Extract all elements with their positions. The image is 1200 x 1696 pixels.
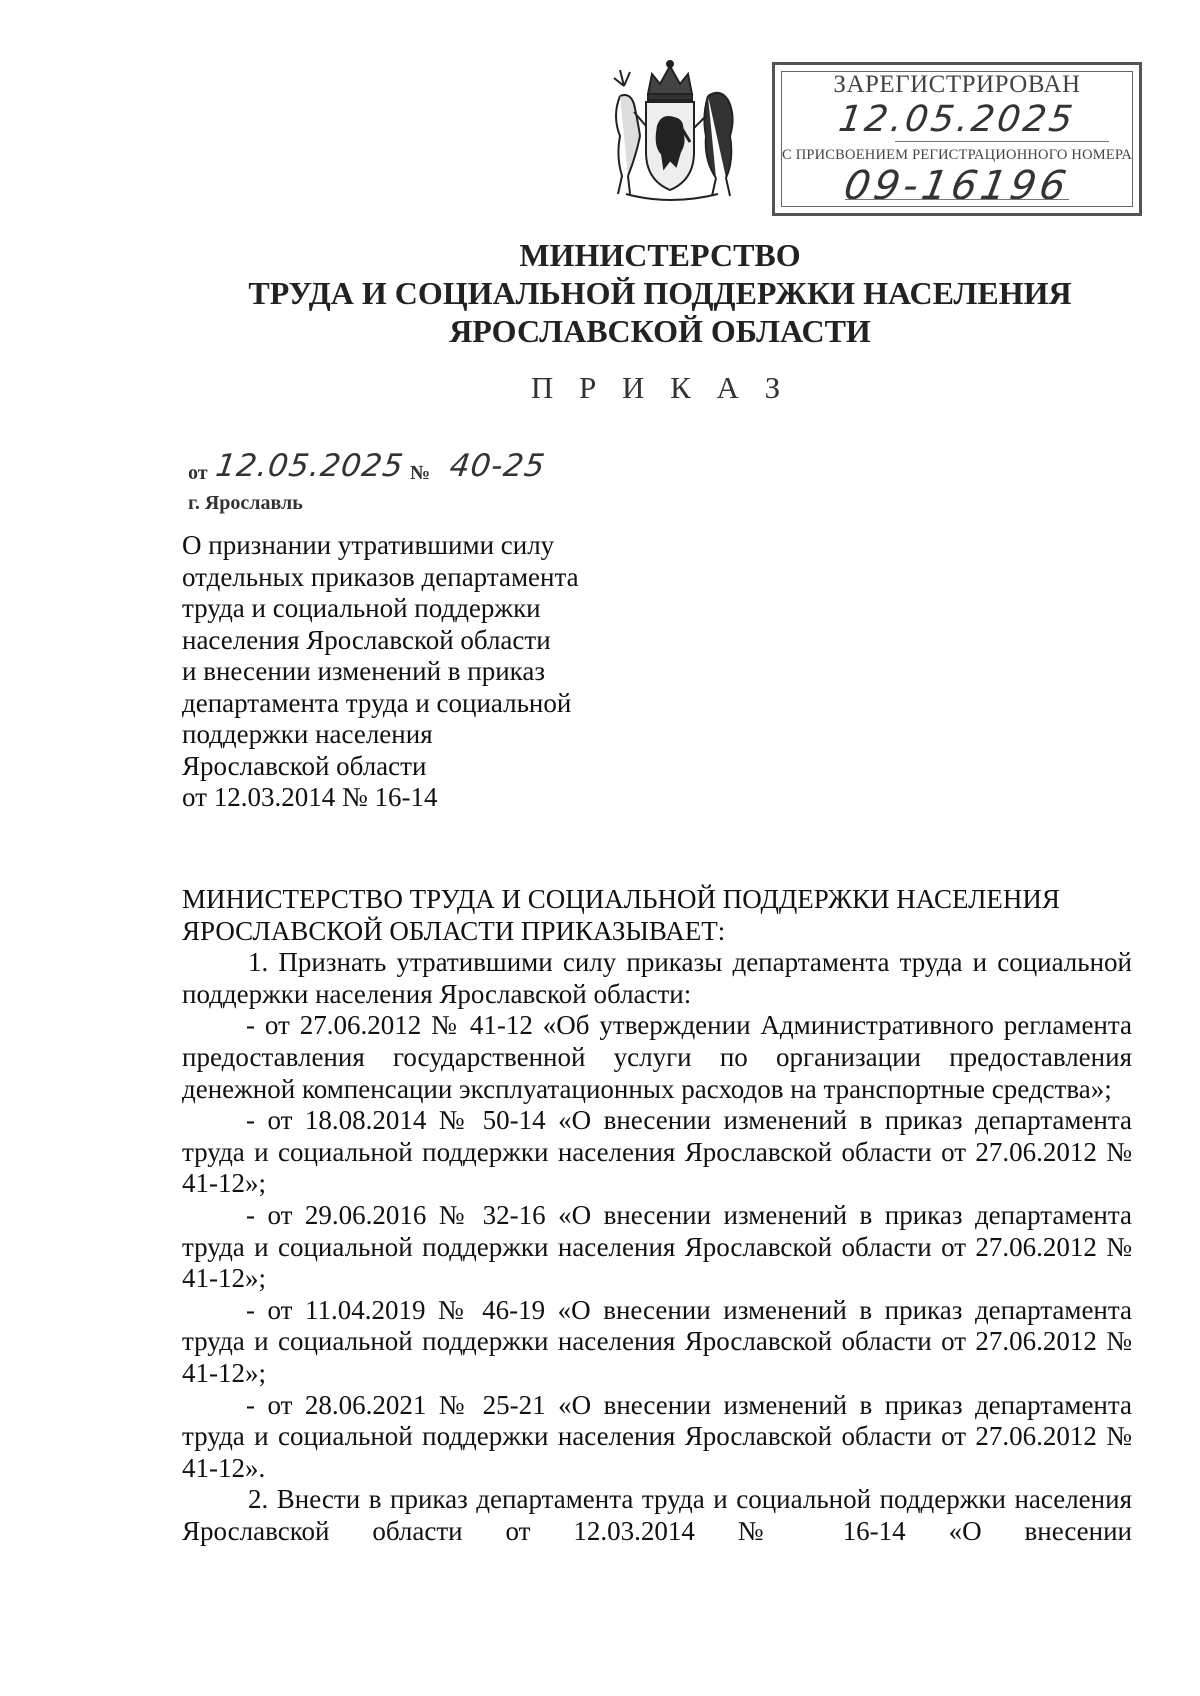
stamp-subtitle: С ПРИСВОЕНИЕМ РЕГИСТРАЦИОННОГО НОМЕРА <box>782 147 1132 163</box>
list-item: - от 27.06.2012 № 41-12 «Об утверждении Административного регламента предоставления государственной услуги по организации предоставления денежной компенсации эксплуатационных расходов на транспортные средства»; <box>182 1010 1132 1104</box>
order-date: 12.05.2025 <box>213 448 407 484</box>
stamp-divider <box>845 199 1069 200</box>
stamp-registration-number: 09-16196 <box>840 163 1074 209</box>
list-item: - от 28.06.2021 № 25-21 «О внесении изменений в приказ департамента труда и социальной поддержки населения Ярославской области от 27.06.2012 № 41-12». <box>182 1389 1132 1483</box>
body-heading-line-2: ЯРОСЛАВСКОЙ ОБЛАСТИ ПРИКАЗЫВАЕТ: <box>182 915 726 946</box>
ministry-title-line-2: ТРУДА И СОЦИАЛЬНОЙ ПОДДЕРЖКИ НАСЕЛЕНИЯ <box>248 275 1072 311</box>
subject-line: поддержки населения <box>182 719 433 749</box>
subject-line: О признании утратившими силу <box>182 530 555 560</box>
ministry-title-line-3: ЯРОСЛАВСКОЙ ОБЛАСТИ <box>449 313 871 349</box>
subject-line: департамента труда и социальной <box>182 687 572 718</box>
subject-line: отдельных приказов департамента <box>182 561 579 592</box>
order-body <box>182 884 1132 1547</box>
stamp-date: 12.05.2025 <box>836 99 1078 140</box>
body-heading-line-1: МИНИСТЕРСТВО ТРУДА И СОЦИАЛЬНОЙ ПОДДЕРЖКИ НАСЕЛЕНИЯ <box>182 884 1060 914</box>
yaroslavl-coat-of-arms-icon <box>590 56 750 206</box>
paragraph-1: 1. Признать утратившими силу приказы департамента труда и социальной поддержки населения Ярославской области: <box>182 947 1132 1009</box>
registration-stamp <box>772 62 1142 216</box>
order-city: г. Ярославль <box>188 492 303 514</box>
paragraph-2: 2. Внести в приказ департамента труда и социальной поддержки населения Ярославской области от 12.03.2014 № 16-14 «О внесении <box>182 1484 1132 1546</box>
subject-line: Ярославской области <box>182 750 427 781</box>
number-label: № <box>410 462 431 484</box>
ministry-title-line-1: МИНИСТЕРСТВО <box>519 237 801 273</box>
subject-line: населения Ярославской области <box>182 624 551 655</box>
order-subject <box>182 530 682 814</box>
list-item: - от 18.08.2014 № 50-14 «О внесении изменений в приказ департамента труда и социальной поддержки населения Ярославской области от 27.06.2012 № 41-12»; <box>182 1105 1132 1199</box>
order-title: П Р И К А З <box>530 370 790 405</box>
subject-line: и внесении изменений в приказ <box>182 656 546 686</box>
list-item: - от 29.06.2016 № 32-16 «О внесении изменений в приказ департамента труда и социальной поддержки населения Ярославской области от 27.06.2012 № 41-12»; <box>182 1199 1132 1294</box>
order-number: 40-25 <box>447 448 548 484</box>
date-label: от <box>188 462 208 484</box>
subject-line: от 12.03.2014 № 16-14 <box>182 782 438 812</box>
subject-line: труда и социальной поддержки <box>182 593 541 623</box>
stamp-divider <box>895 141 1109 142</box>
list-item: - от 11.04.2019 № 46-19 «О внесении изменений в приказ департамента труда и социальной поддержки населения Ярославской области от 27.06.2012 № 41-12»; <box>182 1294 1132 1388</box>
stamp-title: ЗАРЕГИСТРИРОВАН <box>833 71 1081 98</box>
